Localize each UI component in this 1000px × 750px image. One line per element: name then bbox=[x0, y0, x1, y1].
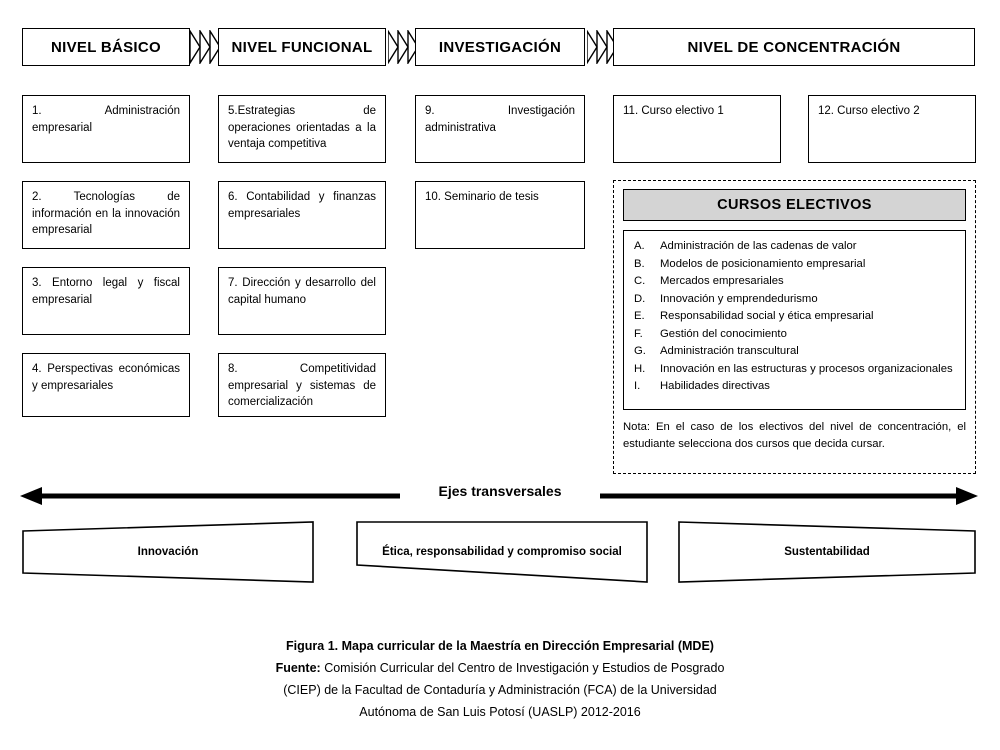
elective-letter: G. bbox=[634, 345, 646, 357]
electives-list bbox=[623, 230, 966, 410]
chevron-right-icon-1 bbox=[190, 30, 220, 64]
transversal-axis-innovacion bbox=[22, 521, 314, 583]
level-header-basico-label: NIVEL BÁSICO bbox=[50, 38, 161, 56]
elective-letter: F. bbox=[634, 327, 643, 340]
elective-letter: A. bbox=[634, 240, 645, 252]
list-item bbox=[634, 361, 955, 379]
figure-caption-source-label: Fuente: bbox=[275, 660, 321, 675]
elective-text: Responsabilidad social y ética empresarial bbox=[660, 310, 874, 322]
elective-letter: E. bbox=[634, 310, 645, 322]
course-box-electivo-11: 11. Curso electivo 1 bbox=[613, 95, 781, 163]
course-box-investigacion-9: 9. Investigación administrativa bbox=[415, 95, 585, 163]
electives-panel bbox=[613, 180, 976, 474]
transversal-axis-sustentabilidad-label: Sustentabilidad bbox=[784, 546, 870, 558]
elective-text: Gestión del conocimiento bbox=[660, 327, 787, 340]
elective-text: Innovación y emprendedurismo bbox=[660, 292, 818, 305]
level-header-funcional bbox=[218, 28, 386, 66]
elective-letter: B. bbox=[634, 257, 645, 270]
figure-caption-source-rest: Comisión Curricular del Centro de Investigación y Estudios de Posgrado bbox=[320, 660, 725, 675]
course-box-funcional-5: 5.Estrategias de operaciones orientadas a la ventaja competitiva bbox=[218, 95, 386, 163]
transversal-axis-sustentabilidad bbox=[678, 521, 976, 583]
list-item bbox=[634, 326, 955, 344]
course-box-basico-1: 1. Administración empresarial bbox=[22, 95, 190, 163]
transversal-axis-etica-label: Ética, responsabilidad y compromiso social bbox=[382, 546, 622, 558]
elective-text: Habilidades directivas bbox=[660, 380, 770, 392]
list-item bbox=[634, 378, 955, 396]
elective-letter: H. bbox=[634, 362, 646, 375]
levels-header-row bbox=[0, 28, 1000, 68]
level-header-concentracion bbox=[613, 28, 975, 66]
electives-panel-title-label: CURSOS ELECTIVOS bbox=[717, 197, 872, 213]
list-item bbox=[634, 308, 955, 326]
elective-letter: I. bbox=[634, 380, 641, 392]
list-item bbox=[634, 343, 955, 361]
figure-caption-line4: Autónoma de San Luis Potosí (UASLP) 2012-2016 bbox=[359, 704, 641, 719]
level-header-basico bbox=[22, 28, 190, 66]
chevron-right-icon-2 bbox=[388, 30, 418, 64]
level-header-investigacion bbox=[415, 28, 585, 66]
elective-text: Mercados empresariales bbox=[660, 275, 784, 287]
list-item bbox=[634, 273, 955, 291]
level-header-funcional-label: NIVEL FUNCIONAL bbox=[231, 38, 373, 56]
level-header-investigacion-label: INVESTIGACIÓN bbox=[438, 38, 562, 56]
level-header-concentracion-label: NIVEL DE CONCENTRACIÓN bbox=[687, 38, 901, 56]
electives-note: Nota: En el caso de los electivos del nivel de concentración, el estudiante selecciona dos cursos que decida cursar. bbox=[623, 421, 966, 450]
course-box-funcional-7: 7. Dirección y desarrollo del capital humano bbox=[218, 267, 386, 335]
list-item bbox=[634, 238, 955, 256]
figure-caption bbox=[0, 636, 1000, 724]
elective-text: Innovación en las estructuras y procesos organizacionales bbox=[660, 362, 953, 375]
transversal-axis-innovacion-label: Innovación bbox=[137, 546, 199, 558]
course-box-funcional-6: 6. Contabilidad y finanzas empresariales bbox=[218, 181, 386, 249]
transversal-axes-label: Ejes transversales bbox=[438, 483, 562, 499]
course-box-basico-2: 2. Tecnologías de información en la innovación empresarial bbox=[22, 181, 190, 249]
elective-letter: C. bbox=[634, 275, 646, 287]
elective-letter: D. bbox=[634, 292, 646, 305]
list-item bbox=[634, 256, 955, 274]
figure-caption-line2 bbox=[0, 658, 1000, 680]
transversal-axis-etica bbox=[356, 521, 648, 583]
course-box-funcional-8: 8. Competitividad empresarial y sistemas de comercialización bbox=[218, 353, 386, 417]
list-item bbox=[634, 291, 955, 309]
arrow-right-icon bbox=[600, 485, 978, 507]
elective-text: Administración transcultural bbox=[660, 345, 799, 357]
course-box-investigacion-10: 10. Seminario de tesis bbox=[415, 181, 585, 249]
course-box-electivo-12: 12. Curso electivo 2 bbox=[808, 95, 976, 163]
elective-text: Administración de las cadenas de valor bbox=[660, 240, 857, 252]
figure-caption-line1: Figura 1. Mapa curricular de la Maestría en Dirección Empresarial (MDE) bbox=[286, 639, 714, 653]
elective-text: Modelos de posicionamiento empresarial bbox=[660, 257, 866, 270]
course-box-basico-4: 4. Perspectivas económicas y empresariales bbox=[22, 353, 190, 417]
figure-caption-line3: (CIEP) de la Facultad de Contaduría y Administración (FCA) de la Universidad bbox=[283, 682, 717, 697]
course-box-basico-3: 3. Entorno legal y fiscal empresarial bbox=[22, 267, 190, 335]
electives-panel-title bbox=[623, 189, 966, 221]
